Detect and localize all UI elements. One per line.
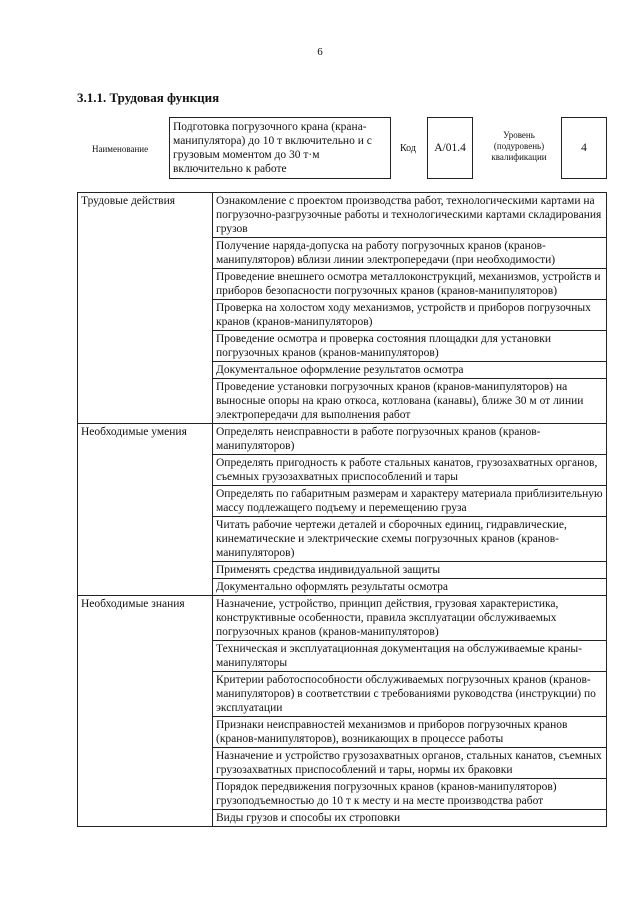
level-value: 4 <box>561 117 607 179</box>
section-item: Виды грузов и способы их строповки <box>213 810 607 827</box>
section-title: 3.1.1. Трудовая функция <box>77 90 220 105</box>
section-item: Проведение осмотра и проверка состояния площадки для установки погрузочных кранов (кранов-манипуляторов) <box>213 331 607 362</box>
section-item: Назначение, устройство, принцип действия, грузовая характеристика, конструктивные особенности, правила эксплуатации обслуживаемых погрузочных кранов (кранов-манипуляторов) <box>213 596 607 641</box>
section-item: Ознакомление с проектом производства работ, технологическими картами на погрузочно-разгрузочные работы и технологическими картами складирования грузов <box>213 193 607 238</box>
section-item: Признаки неисправностей механизмов и приборов погрузочных кранов (кранов-манипуляторов), возникающих в процессе работы <box>213 717 607 748</box>
function-header <box>0 117 640 179</box>
name-label: Наименование <box>92 144 149 154</box>
section-item: Проведение внешнего осмотра металлоконструкций, механизмов, устройств и приборов безопасности погрузочных кранов (кранов-манипуляторов) <box>213 269 607 300</box>
section-item: Читать рабочие чертежи деталей и сборочных единиц, гидравлические, кинематические и электрические схемы погрузочных кранов (кранов-манипуляторов) <box>213 517 607 562</box>
section-item: Определять по габаритным размерам и характеру материала приблизительную массу подлежащего подъему и перемещению груза <box>213 486 607 517</box>
section-item: Проверка на холостом ходу механизмов, устройств и приборов погрузочных кранов (кранов-манипуляторов) <box>213 300 607 331</box>
function-name: Подготовка погрузочного крана (крана-манипулятора) до 10 т включительно и с грузовым моментом до 30 т·м включительно к работе <box>169 117 391 179</box>
section-item: Определять неисправности в работе погрузочных кранов (кранов-манипуляторов) <box>213 424 607 455</box>
section-item: Проведение установки погрузочных кранов (кранов-манипуляторов) на выносные опоры на краю откоса, котлована (канавы), ближе 30 м от линии электропередачи для выполнения работ <box>213 379 607 424</box>
section-label: Трудовые действия <box>78 193 213 424</box>
section-item: Назначение и устройство грузозахватных органов, стальных канатов, съемных грузозахватных приспособлений и тары, нормы их браковки <box>213 748 607 779</box>
code-value: A/01.4 <box>427 117 473 179</box>
table-row <box>78 596 607 641</box>
section-item: Порядок передвижения погрузочных кранов (кранов-манипуляторов) грузоподъемностью до 10 т к месту и на месте производства работ <box>213 779 607 810</box>
section-item: Документальное оформление результатов осмотра <box>213 362 607 379</box>
section-item: Получение наряда-допуска на работу погрузочных кранов (кранов-манипуляторов) вблизи линии электропередачи (при необходимости) <box>213 238 607 269</box>
section-item: Техническая и эксплуатационная документация на обслуживаемые краны-манипуляторы <box>213 641 607 672</box>
section-item: Определять пригодность к работе стальных канатов, грузозахватных органов, съемных грузозахватных приспособлений и тары <box>213 455 607 486</box>
code-label: Код <box>400 143 416 154</box>
section-label: Необходимые знания <box>78 596 213 827</box>
table-row <box>78 424 607 455</box>
function-table <box>77 192 607 827</box>
section-item: Документально оформлять результаты осмотра <box>213 579 607 596</box>
level-label: Уровень (подуровень) квалификации <box>491 130 547 162</box>
table-row <box>78 193 607 238</box>
section-label: Необходимые умения <box>78 424 213 596</box>
page-number: 6 <box>317 46 323 58</box>
section-item: Применять средства индивидуальной защиты <box>213 562 607 579</box>
section-item: Критерии работоспособности обслуживаемых погрузочных кранов (кранов-манипуляторов) в соответствии с требованиями руководства (инструкции) по эксплуатации <box>213 672 607 717</box>
